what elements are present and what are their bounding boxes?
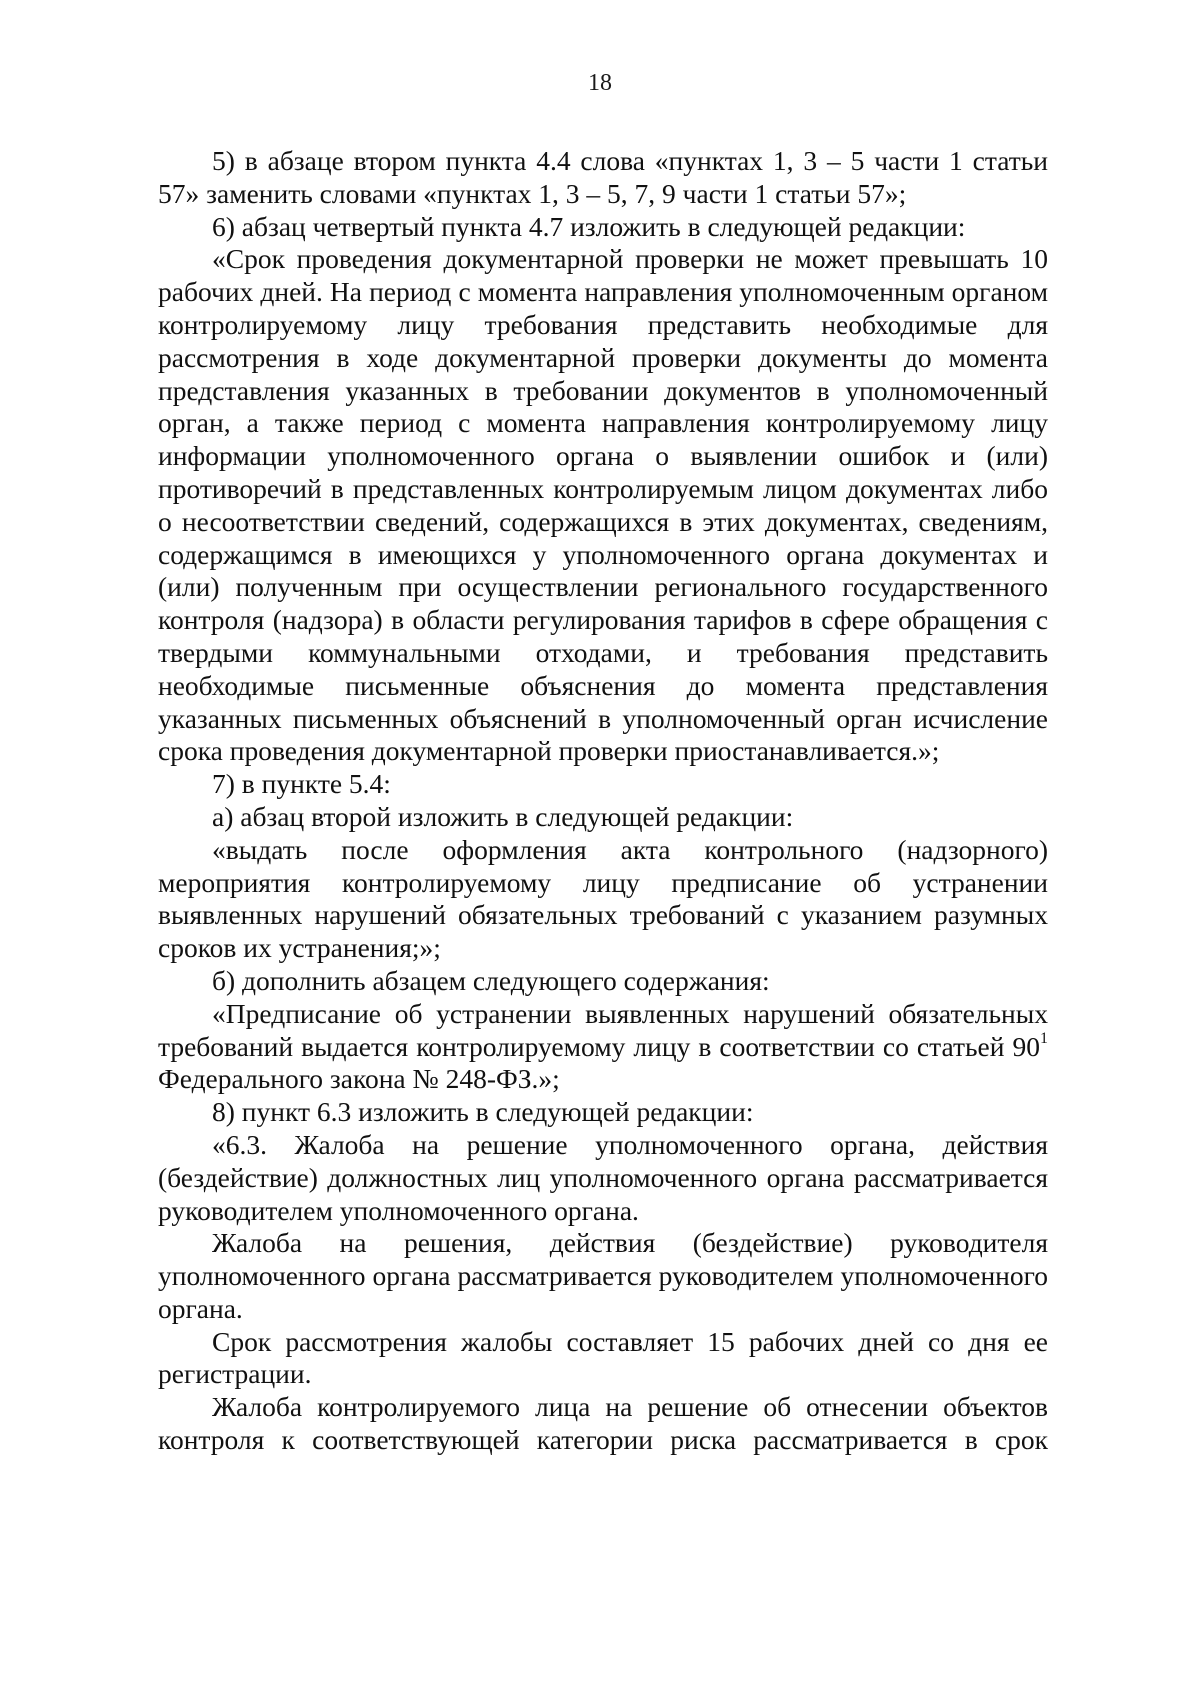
paragraph-quote-5-4: «выдать после оформления акта контрольного (надзорного) мероприятия контролируемому лицу предписание об устранении выявленных нарушений обязательных требований с указанием разумных сроков их устранения;»; <box>158 833 1048 964</box>
prescription-text-start: «Предписание об устранении выявленных нарушений обязательных требований выдается контролируемому лицу в соответствии со статьей 90 <box>158 997 1048 1062</box>
paragraph-quote-prescription <box>158 998 1048 1096</box>
paragraph-item-7: 7) в пункте 5.4: <box>212 768 391 800</box>
paragraph-complaint-head: Жалоба на решения, действия (бездействие) руководителя уполномоченного органа рассматривается руководителем уполномоченного органа. <box>158 1227 1048 1324</box>
paragraph-item-5: 5) в абзаце втором пункта 4.4 слова «пунктах 1, 3 – 5 части 1 статьи 57» заменить словами «пунктах 1, 3 – 5, 7, 9 части 1 статьи 57»; <box>158 145 1048 209</box>
prescription-text-end: Федерального закона № 248-ФЗ.»; <box>158 1063 560 1095</box>
paragraph-complaint-risk: Жалоба контролируемого лица на решение об отнесении объектов контроля к соответствующей категории риска рассматривается в срок <box>158 1391 1048 1456</box>
paragraph-subitem-a: а) абзац второй изложить в следующей редакции: <box>212 800 794 832</box>
paragraph-subitem-b: б) дополнить абзацем следующего содержания: <box>212 964 770 996</box>
paragraph-quote-4-7: «Срок проведения документарной проверки не может превышать 10 рабочих дней. На период с момента направления уполномоченным органом контролируемому лицу требования представить необходимые для рассмотрения в ходе документарной проверки документы до момента представления указанных в требовании документов в уполномоченный орган, а также период с момента направления контролируемому лицу информации уполномоченного органа о выявлении ошибок и (или) противоречий в представленных контролируемым лицом документах либо о несоответствии сведений, содержащихся в этих документах, сведениям, содержащимся в имеющихся у уполномоченного органа документах и (или) полученным при осуществлении регионального государственного контроля (надзора) в области регулирования тарифов в сфере обращения с твердыми коммунальными отходами, и требования представить необходимые письменные объяснения до момента представления указанных письменных объяснений в уполномоченный орган исчисление срока проведения документарной проверки приостанавливается.»; <box>158 243 1048 767</box>
paragraph-item-6: 6) абзац четвертый пункта 4.7 изложить в следующей редакции: <box>212 210 966 242</box>
paragraph-complaint-term: Срок рассмотрения жалобы составляет 15 рабочих дней со дня ее регистрации. <box>158 1325 1048 1390</box>
paragraph-quote-6-3: «6.3. Жалоба на решение уполномоченного органа, действия (бездействие) должностных лиц уполномоченного органа рассматривается руководителем уполномоченного органа. <box>158 1128 1048 1226</box>
paragraph-item-8: 8) пункт 6.3 изложить в следующей редакции: <box>212 1096 754 1128</box>
article-superscript: 1 <box>1040 1030 1048 1048</box>
document-body <box>158 145 1048 1457</box>
page-number: 18 <box>588 70 612 96</box>
